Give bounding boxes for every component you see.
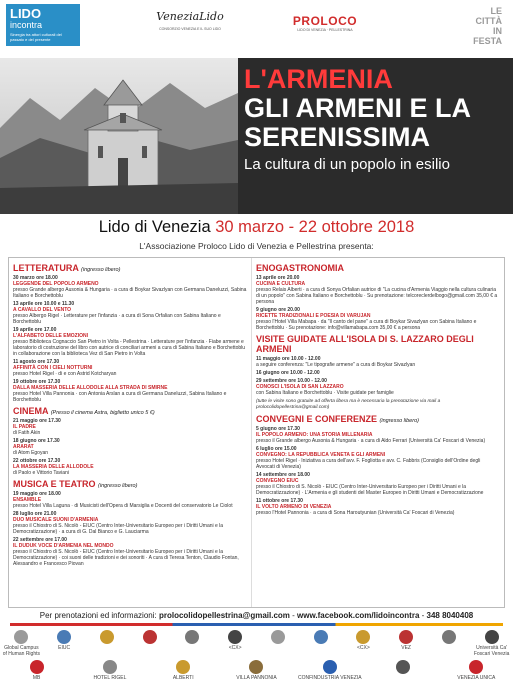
event-date: 18 giugno ore 17.30 [13,438,60,444]
sponsor-name: VEZ [401,645,411,651]
event-date: 13 aprile ore 20.00 [256,275,300,281]
sponsor-name: HOTEL RIGEL [93,675,127,681]
sponsor-logo [88,630,127,645]
section-note: (ingresso libero) [98,483,138,489]
sponsor-logo [301,630,340,645]
event-date: 30 marzo ore 18.00 [13,275,58,281]
citta-line: LE [490,6,502,16]
sponsor-name: VENEZIA UNICA [457,675,496,681]
section-visite [256,334,500,354]
lido-logo-sub: incontra [10,20,43,30]
event-place: Lido di Venezia [98,218,211,236]
event-date: 29 settembre ore 10.00 - 12.00 [256,378,327,384]
event-date: 16 giugno ore 10.00 - 12.00 [256,370,320,376]
program-event [256,307,500,331]
program-event [13,327,247,357]
event-date: 28 luglio ore 21.00 [13,511,57,517]
hero-title-line3: SERENISSIMA [244,122,431,152]
event-title: ARARAT [13,444,34,450]
event-details: presso Hotel Villa Laguna · di Musicisti dell'Opera di Marsiglia e Docenti del conservatorio Le Ciolot [13,503,233,509]
musica-list [13,491,247,567]
sponsor-logo [430,630,469,645]
event-title: L'ALFABETO DELLE EMOZIONI [13,333,88,339]
event-details: presso Hotel Villa Pannonia · con Antonia Arslan a cura di Germana Daneluzzi, Sabina Italiano e Borchettoblu [13,391,227,403]
program-event [13,301,247,325]
event-date: 21 maggio ore 17.30 [13,418,61,424]
sponsor-logo [442,660,511,681]
program-event [13,275,247,299]
event-date: 5 giugno ore 17.30 [256,426,300,432]
section-title: CONVEGNI E CONFERENZE [256,414,378,424]
program-left-column [9,258,252,607]
sponsor-logo [130,630,169,645]
event-title: IL VOLTO ARMENO DI VENEZIA [256,504,332,510]
program-event [256,446,500,470]
hero-banner [0,58,513,214]
program-event [13,359,247,377]
event-details: presso Hotel Rigel · Iniziativa a cura dell'avv. F. Fogliotta e avv. C. Fabbris (Consiglio dell'Ordine degli Avvocati di Venezia) [256,458,481,470]
event-details: presso Albergo Rigel · Letterature per l'infanzia · a cura di Sona Orfalian con Sabina Italiano e Borchettoblu [13,313,221,325]
presents-line: L'Associazione Proloco Lido di Venezia e Pellestrina presenta: [139,241,374,251]
event-title: IL PADRE [13,424,36,430]
section-title: ENOGASTRONOMIA [256,263,345,273]
sponsor-name: CONFINDUSTRIA VENEZIA [297,675,362,681]
sponsor-emblem-icon [100,630,114,644]
contacts-label: Per prenotazioni ed informazioni: [39,611,157,620]
sponsor-logo [472,630,511,657]
hero-title [244,64,509,174]
cinema-list [13,418,247,476]
contacts-line: Per prenotazioni ed informazioni: prolocolidopellestrina@gmail.com - www.facebook.com/lidoincontra - 348 8040408 [39,611,474,620]
event-title: RICETTE TRADIZIONALI E POESIA DI VARUJAN [256,313,371,319]
program-event [13,458,247,476]
section-title: VISITE GUIDATE ALL'ISOLA DI S. LAZZARO DEGLI ARMENI [256,334,474,354]
sponsor-emblem-icon [103,660,117,674]
citta-in-festa-logo [452,6,502,46]
program-event [13,491,247,509]
sponsor-logo [216,630,255,651]
sponsor-name: EIUC [58,645,71,651]
section-musica [13,479,247,489]
event-details: presso il Chiostro di S. Nicolò - EIUC (Centro Inter-Universitario Europeo per i Diritti Umani e la Democratizzazione) · coi suoni delle tradizioni e dei sonoriti · A cura di Teresa Tenton, Claudio Fontan, Alessandro e Francesco Piovan [13,549,239,567]
monastery-photo [0,58,238,214]
event-details: di Fatih Akin [13,430,41,436]
sponsor-emblem-icon [485,630,499,644]
venezia-lido-title: VeneziaLido [156,10,224,23]
sponsor-emblem-icon [14,630,28,644]
enogastronomia-list [256,275,500,331]
sponsor-name: ALBERTI [172,675,194,681]
proloco-logo [290,14,360,32]
event-details: presso il Chiostro di S. Nicolò - EIUC (Centro Inter-Universitario Europeo per i Diritti Umani e la Democratizzazione) · a cura di G. Dal Bianco e G. Lauciarma [13,523,224,535]
sponsor-name: MB [32,675,41,681]
sponsor-logo [149,660,218,681]
event-title: A CAVALLO DEL VENTO [13,307,72,313]
lido-logo-title: LIDO [10,6,42,21]
contacts-web[interactable]: www.facebook.com/lidoincontra [297,611,420,620]
sponsor-emblem-icon [323,660,337,674]
sponsor-name: <CX> [356,645,370,651]
event-date: 14 settembre ore 18.00 [256,472,310,478]
sponsor-logo [2,630,41,657]
section-letteratura [13,263,247,273]
program-event [256,426,500,444]
sponsor-emblem-icon [57,630,71,644]
citta-line: IN [493,26,502,36]
section-note: (ingresso libero) [81,267,121,273]
event-details: presso l'Hotel Villa Mabapa · da "Il canto del pane" a cura di Boykar Sivazlyan con Sabina Italiano e Borchettoblu · Su prenotazione: info@villamabapa.com 35,00 € a persona [256,319,477,331]
program-event [13,418,247,436]
sponsor-emblem-icon [30,660,44,674]
event-dates [0,218,513,237]
sponsor-name: Università Ca' Foscari Venezia [473,645,510,657]
event-date: 11 maggio ore 10.00 - 12.00 [256,356,321,362]
event-details: presso Relais Alberti · a cura di Sonya Orfalian autrice di "La cucina d'Armenia Viaggio nella cultura culinaria di un popolo" con Sabina Italiano e Borchettoblu · Su prenotazione: telcoreclerdelbogo@gmail.com 35,00 € a persona [256,287,498,305]
visite-note: (tutte le visite sono gratuite ad offerta libera ma è necessaria la prenotazione via mail a prolocolidopellestrina@gmail.com) [256,399,441,410]
program-event [256,370,500,376]
convegni-list [256,426,500,516]
program-event [256,275,500,305]
sponsors-footer [0,628,513,691]
sponsor-logo [344,630,383,651]
event-details: a seguire conferenza: "Le tipografie armene" a cura di Boykar Sivazlyan [256,362,416,368]
program-event [13,379,247,403]
lido-incontra-logo [6,4,80,46]
event-details: presso il Chiostro di S. Nicolò - EIUC (Centro Inter-Universitario Europeo per i Diritti Umani e la Democratizzazione) · L'Armenia e gli studenti del Master Europeo in Diritti Umani e Democratizzazione [256,484,484,496]
hero-title-line2: GLI ARMENI E LA [244,93,471,123]
citta-line: FESTA [473,36,502,46]
event-title: IL POPOLO ARMENO: UNA STORIA MILLENARIA [256,432,373,438]
program-event [256,356,500,368]
sponsor-emblem-icon [469,660,483,674]
sponsor-name: <CX> [228,645,242,651]
sponsor-emblem-icon [396,660,410,674]
lido-logo-caption: Sinergia tra attori culturali del passato e del presente [10,32,62,42]
event-title: CUCINA E CULTURA [256,281,306,287]
section-note: (ingresso libero) [379,418,419,424]
header-logos [0,0,513,58]
venezia-lido-logo [155,10,225,31]
event-date: 11 agosto ore 17.30 [13,359,60,365]
program-event [256,498,500,516]
proloco-caption: LIDO DI VENEZIA · PELLESTRINA [297,28,353,32]
letteratura-list [13,275,247,403]
citta-line: CITTÀ [475,16,502,26]
program-event [256,472,500,496]
sponsor-emblem-icon [143,630,157,644]
proloco-title: PROLOCO [292,14,358,28]
section-enogastronomia [256,263,500,273]
sponsor-emblem-icon [442,630,456,644]
section-title: MUSICA E TEATRO [13,479,96,489]
event-details: con Sabina Italiano e Borchettoblu · Visite guidate per famiglie [256,390,394,396]
event-title: LA MASSERIA DELLE ALLODOLE [13,464,94,470]
event-title: AFFINITÀ CON I CIELI NOTTURNI [13,365,93,371]
hero-subtitle: La cultura di un popolo in esilio [244,156,450,173]
event-date: 19 aprile ore 17.00 [13,327,57,333]
event-title: DALLA MASSERIA DELLE ALLODOLE ALLA STRADA DI SMIRNE [13,385,168,391]
section-note: (Presso il cinema Astra, biglietto unico 5 €) [50,410,155,416]
event-title: CONVEGNO EIUC [256,478,299,484]
sponsor-emblem-icon [271,630,285,644]
section-convegni [256,414,500,424]
sponsor-emblem-icon [356,630,370,644]
sponsor-emblem-icon [314,630,328,644]
sponsor-logo [75,660,144,681]
sponsor-emblem-icon [176,660,190,674]
event-title: CONOSCI L'ISOLA DI SAN LAZZARO [256,384,344,390]
sponsor-logo [295,660,364,681]
venezia-lido-caption: CONSORZIO VENEZIA E IL SUO LIDO [159,27,221,31]
sponsor-logo [222,660,291,681]
event-details: di Atom Egoyan [13,450,49,456]
sponsor-logo [45,630,84,651]
program-right-column [252,258,504,607]
section-cinema [13,406,247,416]
visite-list [256,356,500,396]
event-title: IL DUDUK VOCE D'ARMENIA NEL MONDO [13,543,114,549]
event-title: LEGGENDE DEL POPOLO ARMENO [13,281,99,287]
sponsor-emblem-icon [185,630,199,644]
sponsor-emblem-icon [228,630,242,644]
sponsor-logo [259,630,298,645]
program-box [8,257,505,608]
sponsor-name: Global Campus of Human Rights [2,645,40,657]
event-details: presso il Grande albergo Ausonia & Hungaria · a cura di Aldo Ferrari (Università Ca' Foscari di Venezia) [256,438,486,444]
sponsor-emblem-icon [249,660,263,674]
sponsor-logo [2,660,71,681]
event-date: 22 ottobre ore 17.30 [13,458,61,464]
event-date-range: 30 marzo - 22 ottobre 2018 [215,218,415,236]
event-details: presso Grande albergo Ausonia & Hungaria · a cura di Boykar Sivazlyan con Germana Daneluzzi, Sabina Italiano e Borchettoblu [13,287,247,299]
event-date: 6 luglio ore 15.00 [256,446,297,452]
sponsor-name: VILLA PANNONIA [236,675,277,681]
armenian-flag-bar [10,623,503,626]
hero-title-line1: L'ARMENIA [244,64,393,94]
program-event [13,438,247,456]
event-details: presso Biblioteca Cognaccio San Pietro in Volta - Pellestrina · Letterature per l'infanzia · Fiabe armene e laboratorio di costruzione del libro con autrice di conciliari armeni a cura di Sabina Italiano e Borchettoblu in collaborazione con la biblioteca Vez di San Pietro in Volta [13,339,246,357]
event-date: 19 ottobre ore 17.30 [13,379,61,385]
event-title: CONVEGNO: LA REPUBBLICA VENETA E GLI ARMENI [256,452,386,458]
event-date: 19 maggio ore 18.00 [13,491,61,497]
sponsor-logo [173,630,212,645]
event-details: presso l'Hotel Pannonia · a cura di Sona Haroutyunian (Università Ca' Foscari di Venezia) [256,510,455,516]
event-details: di Paolo e Vittorio Taviani [13,470,69,476]
program-event [256,378,500,396]
contacts-email[interactable]: prolocolidopellestrina@gmail.com [158,611,290,620]
sponsor-logo [387,630,426,651]
monastery-illustration [0,58,238,214]
event-title: DUO MUSICALE SUONI D'ARMENIA [13,517,99,523]
event-details: presso Hotel Rigel · di e con Astrid Kotcharyan [13,371,117,377]
event-date: 9 giugno ore 20.00 [256,307,300,313]
sponsor-logo [368,660,437,675]
program-event [13,511,247,535]
section-title: CINEMA [13,406,49,416]
section-title: LETTERATURA [13,263,79,273]
event-date: 22 settembre ore 17.00 [13,537,67,543]
event-date: 13 aprile ore 10.00 e 11.30 [13,301,75,307]
event-date: 11 ottobre ore 17.30 [256,498,303,504]
program-event [13,537,247,567]
event-title: ENSAMBLE [13,497,42,503]
contacts-phone: 348 8040408 [426,611,474,620]
sponsor-emblem-icon [399,630,413,644]
